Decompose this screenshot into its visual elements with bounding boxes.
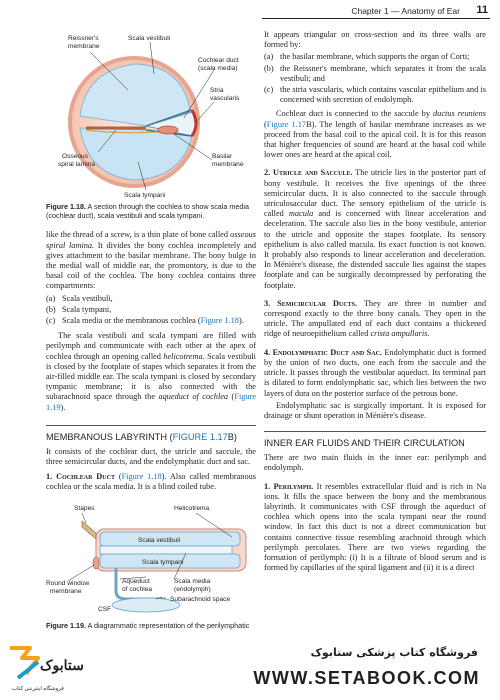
figure-1-19-caption	[46, 622, 256, 631]
paragraph-semicircular-ducts: 3. Semicircular Ducts. They are three in number and correspond exactly to the three bony canals. They open in the utricle. The ampullated end of each duct contains a thickened ridge of neuroepithelium called crista ampullaris.	[264, 298, 486, 339]
header-rule	[262, 18, 490, 19]
fig119-label-helicotrema: Helicotrema	[174, 504, 210, 512]
fig118-label-reissners: Reissner's	[68, 35, 99, 42]
paragraph-ductus-reuniens: Cochlear duct is connected to the saccule by ductus reuniens (Figure 1.17B). The length of basilar membrane increases as we proceed from the basal coil to the apical coil. It is for this reason that higher frequencies of sound are heard at the basal coil while lower ones are heard at the apical coil.	[264, 109, 486, 160]
list-item: (b) Scala tympani,	[46, 304, 112, 314]
figure-link[interactable]: Figure 1.17	[266, 119, 307, 129]
fig118-label-cochlear-duct: Cochlear duct	[198, 57, 239, 64]
organ-of-corti-shape	[158, 126, 178, 134]
figure-link[interactable]: FIGURE 1.17	[172, 431, 228, 442]
paragraph-endolymphatic-sac: Endolymphatic sac is surgically important. It is exposed for drainage or shunt operation in Ménière's disease.	[264, 400, 486, 420]
fig118-label-basilar: Basilar	[212, 153, 233, 160]
caption-label: Figure 1.18.	[46, 202, 86, 212]
compartments-list	[46, 294, 256, 327]
figure-link[interactable]: Figure 1.19	[46, 392, 256, 412]
paragraph-membranous-labyrinth: It consists of the cochlear duct, the utricle and saccule, the three semicircular ducts, and the endolymphatic duct and sac.	[46, 446, 256, 467]
paragraph-triangular: It appears triangular on cross-section and its three walls are formed by:	[264, 30, 486, 50]
fig119-label-round-window: Round window	[46, 579, 90, 587]
left-column	[46, 30, 256, 630]
fig119-label-scala-media: Scala media	[174, 577, 211, 585]
figure-link[interactable]: Figure 1.18	[121, 472, 162, 482]
section-heading-membranous-labyrinth: MEMBRANOUS LABYRINTH (FIGURE 1.17B)	[46, 425, 256, 443]
fig119-label-aqueduct: Aqueduct	[122, 577, 150, 585]
figure-1-18-caption	[46, 203, 256, 220]
paragraph-cochlear-duct: 1. Cochlear Duct (Figure 1.18). Also called membranous cochlea or the scala media. It is a blind coiled tube.	[46, 472, 256, 492]
fig118-label-basilar-membrane: membrane	[212, 161, 244, 168]
fig119-label-of-cochlea: of cochlea	[122, 585, 153, 593]
caption-text: A diagrammatic representation of the perilymphatic	[85, 620, 250, 630]
paragraph-utricle-saccule: 2. Utricle and Saccule. The utricle lies in the posterior part of bony vestibule. It receives the five openings of the three semicircular ducts. It is also connected to the saccule through utriculosaccular duct. The sensory epithelium of the utricle is called macula and is concerned with linear acceleration and deceleration. The saccule also lies in the bony vestibule, anterior to the utricle and opposite the stapes footplate. Its sensory epithelium is also called macula. Its exact function is not known. It probably also responds to linear acceleration and deceleration. In Ménière's disease, the distended saccule lies against the stapes footplate and can be surgically decompressed by perforating the footplate.	[264, 168, 487, 290]
list-item: (a) Scala vestibuli,	[46, 293, 113, 303]
list-item: (b) the Reissner's membrane, which separates it from the scala vestibuli; and	[264, 63, 486, 83]
fig118-label-vascularis: vascularis	[210, 95, 240, 102]
fig118-label-stria: Stria	[210, 87, 224, 94]
paragraph-two-fluids: There are two main fluids in the inner ear: perilymph and endolymph.	[264, 453, 486, 473]
fig119-label-scala-tympani: Scala tympani	[142, 558, 184, 566]
paragraph-perilymph-scalae: The scala vestibuli and scala tympani are filled with perilymph and communicate with each other at the apex of cochlea through an opening called helicotrema. Scala vestibuli is closed by the footplate of stapes which separates it from the air-filled middle ear. The scala tympani is closed by secondary tympanic membrane; it is also connected with the subarachnoid space through the aqueduct of cochlea (Figure 1.19).	[46, 331, 256, 412]
fig119-label-rw-membrane: membrane	[50, 587, 82, 595]
fig119-label-subarachnoid: Subarachnoid space	[170, 595, 231, 603]
figure-1-18	[46, 30, 256, 220]
scala-media-band	[100, 546, 232, 554]
logo-text: ستابوک	[40, 657, 84, 673]
fig119-label-endolymph: (endolymph)	[174, 585, 211, 593]
running-head: Chapter 1 — Anatomy of Ear	[351, 6, 460, 16]
fig118-label-spiral-lamina: spiral lamina	[58, 161, 96, 168]
fig118-label-reissners-membrane: membrane	[68, 43, 100, 50]
publisher-watermark	[0, 638, 500, 700]
shop-url[interactable]: WWW.SETABOOK.COM	[253, 668, 480, 688]
fig118-label-scala-media: (scala media)	[198, 65, 238, 72]
caption-label: Figure 1.19.	[46, 620, 86, 630]
perilymph-diagram	[46, 501, 256, 619]
list-item: (c) Scala media or the membranous cochlea (Figure 1.18).	[46, 316, 244, 326]
paragraph-endolymphatic-duct: 4. Endolymphatic Duct and Sac. Endolymphatic duct is formed by the union of two ducts, one each from the saccule and the utricle. It passes through the vestibular aqueduct. Its terminal part is dilated to form endolymphatic sac, which lies between the two layers of dura on the posterior surface of the petrous bone.	[264, 347, 486, 398]
paragraph-perilymph: 1. Perilymph. It resembles extracellular fluid and is rich in Na ions. It fills the space between the bony and the membranous labyrinth. It communicates with CSF through the aqueduct of cochlea which opens into the scala tympani near the round window. In fact this duct is not a direct communication but contains connective tissue resembling arachnoid through which perilymph percolates. There are two views regarding the formation of perilymph: (i) It is a filtrate of blood serum and is formed by capillaries of the spiral ligament and (ii) it is a direct	[264, 481, 487, 573]
stapes-shape	[82, 521, 96, 539]
figure-1-19	[46, 501, 256, 631]
shop-name: فروشگاه کتاب پزشکی ستابوک	[310, 646, 478, 659]
paragraph-osseous-lamina: like the thread of a screw, is a thin plate of bone called osseous spiral lamina. It divides the bony cochlea incompletely and gives attachment to the basilar membrane. The bony bulge in the medial wall of middle ear, the promontory, is due to the basal coil of the cochlea. The bony cochlea contains three compartments:	[46, 230, 257, 291]
fig118-label-scala-tympani: Scala tympani	[124, 192, 166, 199]
fig119-label-scala-vestibuli: Scala vestibuli	[138, 536, 181, 544]
list-item: (c) the stria vascularis, which contains vascular epithelium and is concerned with secretion of endolymph.	[264, 85, 486, 105]
round-window-shape	[93, 557, 99, 569]
fig118-label-scala-vestibuli: Scala vestibuli	[128, 35, 171, 42]
section-heading-inner-ear-fluids: INNER EAR FLUIDS AND THEIR CIRCULATION	[264, 431, 486, 449]
right-column	[264, 30, 486, 575]
fig119-label-stapes: Stapes	[74, 504, 95, 512]
page-number: 11	[476, 4, 488, 16]
logo-icon	[4, 640, 84, 698]
fig119-label-csf: CSF	[98, 605, 112, 613]
walls-list	[264, 52, 486, 105]
cochlea-section-illustration	[46, 30, 256, 200]
caption-text: A section through the cochlea to show scala media (cochlear duct), scala vestibuli and scala tympani.	[46, 202, 249, 220]
setabook-logo	[4, 640, 84, 698]
logo-subtext: فروشگاه اینترنتی کتاب	[12, 686, 64, 692]
figure-link[interactable]: Figure 1.18	[200, 316, 239, 326]
fig118-label-osseous: Osseous	[62, 153, 89, 160]
list-item: (a) the basilar membrane, which supports the organ of Corti;	[264, 52, 470, 62]
